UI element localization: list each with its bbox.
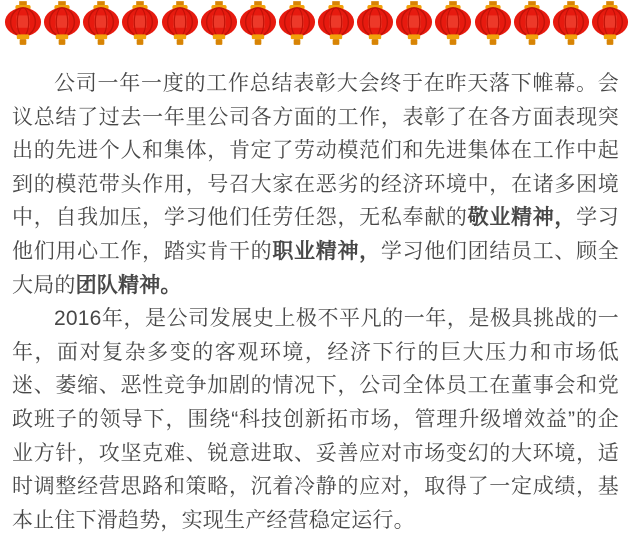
red-lantern-icon bbox=[4, 0, 42, 46]
body-text: 学习他们用心工作，踏实肯干的 bbox=[12, 206, 620, 263]
red-lantern-icon bbox=[239, 0, 277, 46]
paragraph-2 bbox=[12, 302, 619, 537]
red-lantern-icon bbox=[43, 0, 81, 46]
body-text: 学习他们团结员工、顾全大局的 bbox=[12, 239, 620, 297]
lantern-banner bbox=[0, 0, 633, 46]
emphasis-text: 敬业精神， bbox=[467, 206, 577, 230]
red-lantern-icon bbox=[552, 0, 590, 46]
red-lantern-icon bbox=[317, 0, 355, 46]
red-lantern-icon bbox=[121, 0, 159, 46]
red-lantern-icon bbox=[513, 0, 551, 46]
paragraph-1 bbox=[12, 67, 619, 302]
red-lantern-icon bbox=[82, 0, 120, 46]
red-lantern-icon bbox=[395, 0, 433, 46]
emphasis-text: 团队精神。 bbox=[75, 273, 182, 297]
red-lantern-icon bbox=[161, 0, 199, 46]
red-lantern-icon bbox=[474, 0, 512, 46]
red-lantern-icon bbox=[278, 0, 316, 46]
red-lantern-icon bbox=[200, 0, 238, 46]
article-body bbox=[0, 46, 633, 537]
emphasis-text: 职业精神， bbox=[272, 239, 381, 263]
red-lantern-icon bbox=[591, 0, 629, 46]
body-text: 2016年，是公司发展史上极不平凡的一年，是极具挑战的一年，面对复杂多变的客观环境，经济下行的巨大压力和市场低迷、萎缩、恶性竞争加剧的情况下，公司全体员工在董事会和党政班子的领导下，围绕“科技创新拓市场，管理升级增效益”的企业方针，攻坚克难、锐意进取、妥善应对市场变幻的大环境，适时调整经营思路和策略，沉着冷静的应对，取得了一定成绩，基本止住下滑趋势，实现生产经营稳定运行。 bbox=[12, 307, 619, 532]
red-lantern-icon bbox=[434, 0, 472, 46]
red-lantern-icon bbox=[356, 0, 394, 46]
body-text: 公司一年一度的工作总结表彰大会终于在昨天落下帷幕。会议总结了过去一年里公司各方面的工作，表彰了在各方面表现突出的先进个人和集体，肯定了劳动模范们和先进集体在工作中起到的模范带头作用，号召大家在恶劣的经济环境中，在诸多困境中，自我加压，学习他们任劳任怨，无私奉献的 bbox=[12, 72, 619, 230]
